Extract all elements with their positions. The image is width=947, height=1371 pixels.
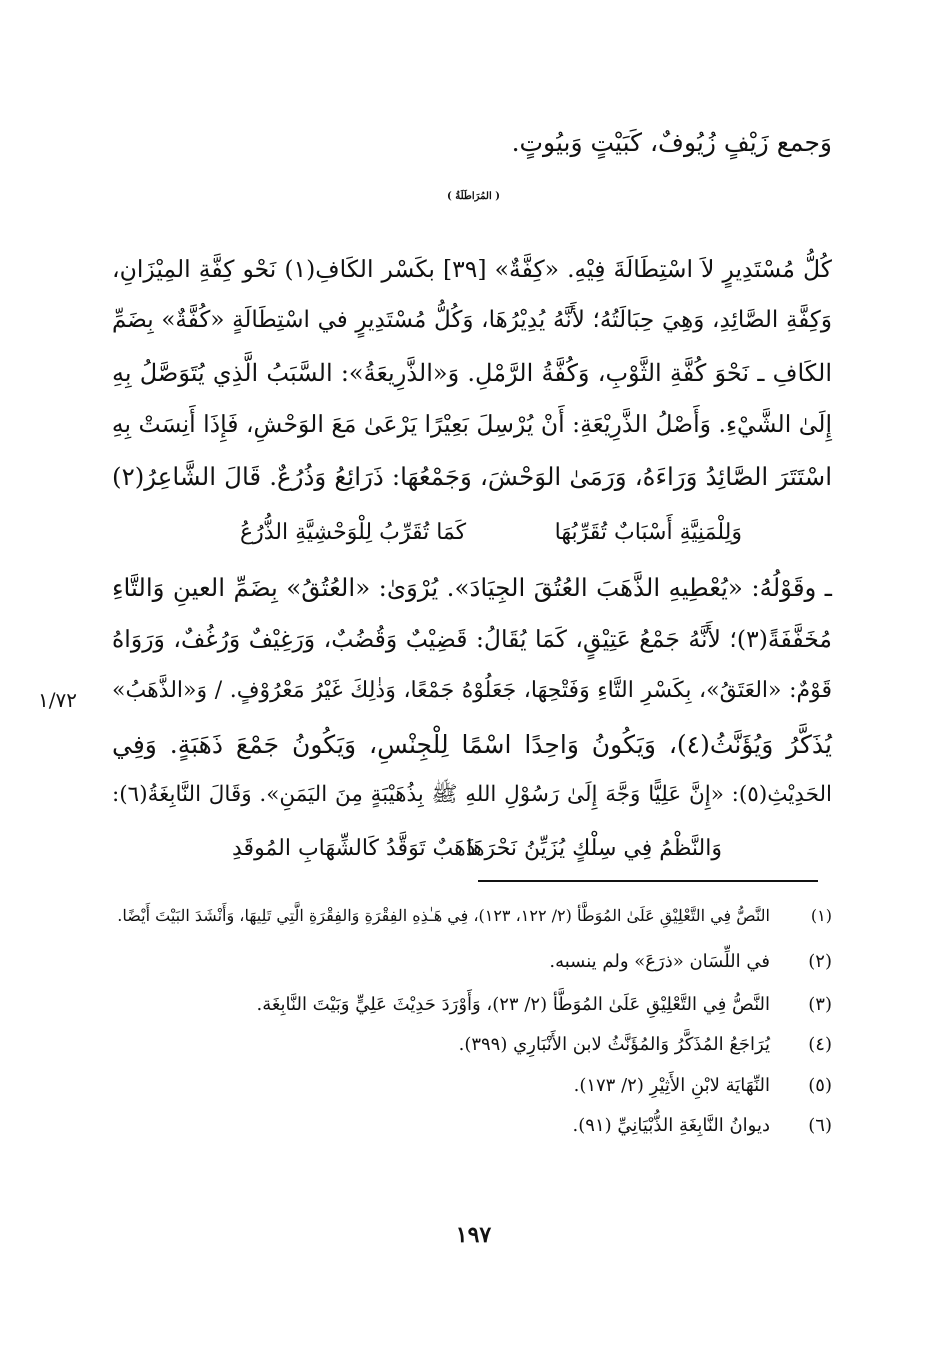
footnote [117,908,832,924]
section-heading: ( المُرَاطَلَةُ ) [447,191,500,202]
footnote [574,1077,832,1095]
paragraph-line: وَكِفَّةِ الصَّائِدِ، وَهِيَ حِبَالَتُهُ؛ لأَنَّهُ يُدِيْرُهَا، وَكُلُّ مُسْتَدِيرٍ في اسْتِطَالَةٍ «كُفَّةٌ» بِضَمِّ [112,307,832,333]
paragraph-line: قَوْمٌ: «العَتَقُ»، بِكَسْرِ التَّاءِ وَفَتْحِهَا، جَعَلُوْهُ جَمْعًا، وَذٰلِكَ غَيْرُ مَعْرُوْفٍ. / وَ«الذَّهَبُ» [112,678,832,703]
footnote-number: (٢) [808,951,832,972]
footnote-text: ديوانُ النَّابِغَةِ الذُّبْيَانِيِّ (٩١). [572,1115,770,1136]
footnote-text: النَّصُّ فِي التَّعْلِيْقِ عَلَىٰ المُوَطَّأ (٢/ ٢٣)، وَأَوْرَدَ حَدِيْثَ عَلِيٍّ وَبَيْتَ النَّابِغَة. [256,994,770,1015]
footnote-separator [478,880,818,882]
footnote-number: (٣) [808,994,832,1015]
paragraph-line: كُلُّ مُسْتَدِيرٍ لاَ اسْتِطَالَةَ فِيْهِ. «كِفَّةٌ» [٣٩] بكَسْر الكَافِ(١) نَحْو كِفَّةِ المِيْزَانِ، [112,255,832,283]
paragraph-line: مُخَفَّفَةً(٣)؛ لأَنَّهُ جَمْعُ عَتِيْقٍ، كَمَا يُقَالُ: قَضِيْبٌ وَقُضُبٌ، وَرَغِيْفٌ وَرُغُفٌ، وَرَوَاهُ [112,625,832,653]
footnote-text: في اللِّسَان «ذرَعَ» ولم ينسبه. [549,951,770,972]
paragraph-line: ـ وقَوْلُهُ: «يُعْطِيهِ الذَّهَبَ العُتُقَ الجِيَادَ». يُرْوَىٰ: «العُتُقُ» بِضَمِّ العينِ وَالتَّاءِ [112,573,832,602]
verse-right-hemistich: وَلِلْمَنِيَّةِ أَسْبَابٌ تُقَرِّبُهَا [554,520,742,545]
footnote-text: النِّهَايَة لابْنِ الأَثِيْرِ (٢/ ١٧٣). [573,1075,770,1096]
footnote [459,1036,832,1054]
paragraph-line: الحَدِيْثِ(٥): «إِنَّ عَلِيًّا وَجَّهَ إِلَىٰ رَسُوْلِ اللهِ ﷺ بِذُهَيْبَةٍ مِنَ اليَمَنِ». وَقَالَ النَّابِغَةُ(٦): [112,782,832,807]
verse-left-hemistich: ذَهَبٌ تَوَقَّدُ كَالشِّهَابِ المُوقَدِ [232,836,476,861]
footnote-number: (١) [810,906,832,925]
footnote-text: يُرَاجَعُ المُذَكَّرُ وَالمُؤَنَّثُ لابن الأَنْبَارِي (٣٩٩). [458,1034,770,1055]
footnote [256,996,832,1014]
paragraph-line: الكَافِ ـ نَحْوَ كُفَّةِ الثَّوْبِ، وَكُفَّةُ الرَّمْلِ. وَ«الذَّرِيعَةُ»: السَّبَبُ الَّذِي يُتَوَصَّلُ بِهِ [112,359,832,387]
verse-right-hemistich: وَالنَّظْمُ فِي سِلْكٍ يُزَيِّنُ نَحْرَهَا [466,836,722,861]
footnote [549,953,832,971]
page-number: ١٩٧ [455,1222,492,1248]
margin-reference: ١/٧٢ [38,688,77,712]
footnote-number: (٦) [808,1115,832,1136]
paragraph-line: يُذَكَّرُ وَيُؤَنَّثُ(٤)، وَيَكُونُ وَاحِدًا اسْمًا لِلْجِنْسِ، وَيَكُونُ جَمْعَ ذَهَبَةٍ. وَفِي [112,730,832,759]
footnote-number: (٤) [808,1034,832,1055]
footnote [573,1117,832,1135]
footnote-number: (٥) [808,1075,832,1096]
paragraph-line: إِلَىٰ الشَّيْءِ. وَأَصْلُ الذَّرِيْعَةِ: أَنْ يُرْسِلَ بَعِيْرًا يَرْعَىٰ مَعَ الوَحْشِ، فَإِذَا أَنِسَتْ بِهِ [111,410,832,438]
footnote-text: النَّصُّ فِي التَّعْلِيْقِ عَلَىٰ المُوَطَّأ (٢/ ١٢٢، ١٢٣)، فِي هَـٰذِهِ الفِقْرَةِ وَالفِقْرَةِ الَّتِي تَلِيهَا، وَأَنْشَدَ البَيْتَ أَيْضًا. [117,906,770,925]
opening-line: وَجمع زَيْفٍ زُيُوفٌ، كَبَيْتٍ وَبيُوتٍ. [511,128,832,157]
verse-left-hemistich: كَمَا تُقَرِّبُ لِلْوَحْشِيَّةِ الذُّرُعُ [240,520,467,545]
paragraph-line: اسْتَتَرَ الصَّائِدُ وَرَاءَهُ، وَرَمَىٰ الوَحْشَ، وَجَمْعُهَا: ذَرَائِعُ وَذُرُعٌ. قَالَ الشَّاعِرُ(٢) [112,462,832,491]
